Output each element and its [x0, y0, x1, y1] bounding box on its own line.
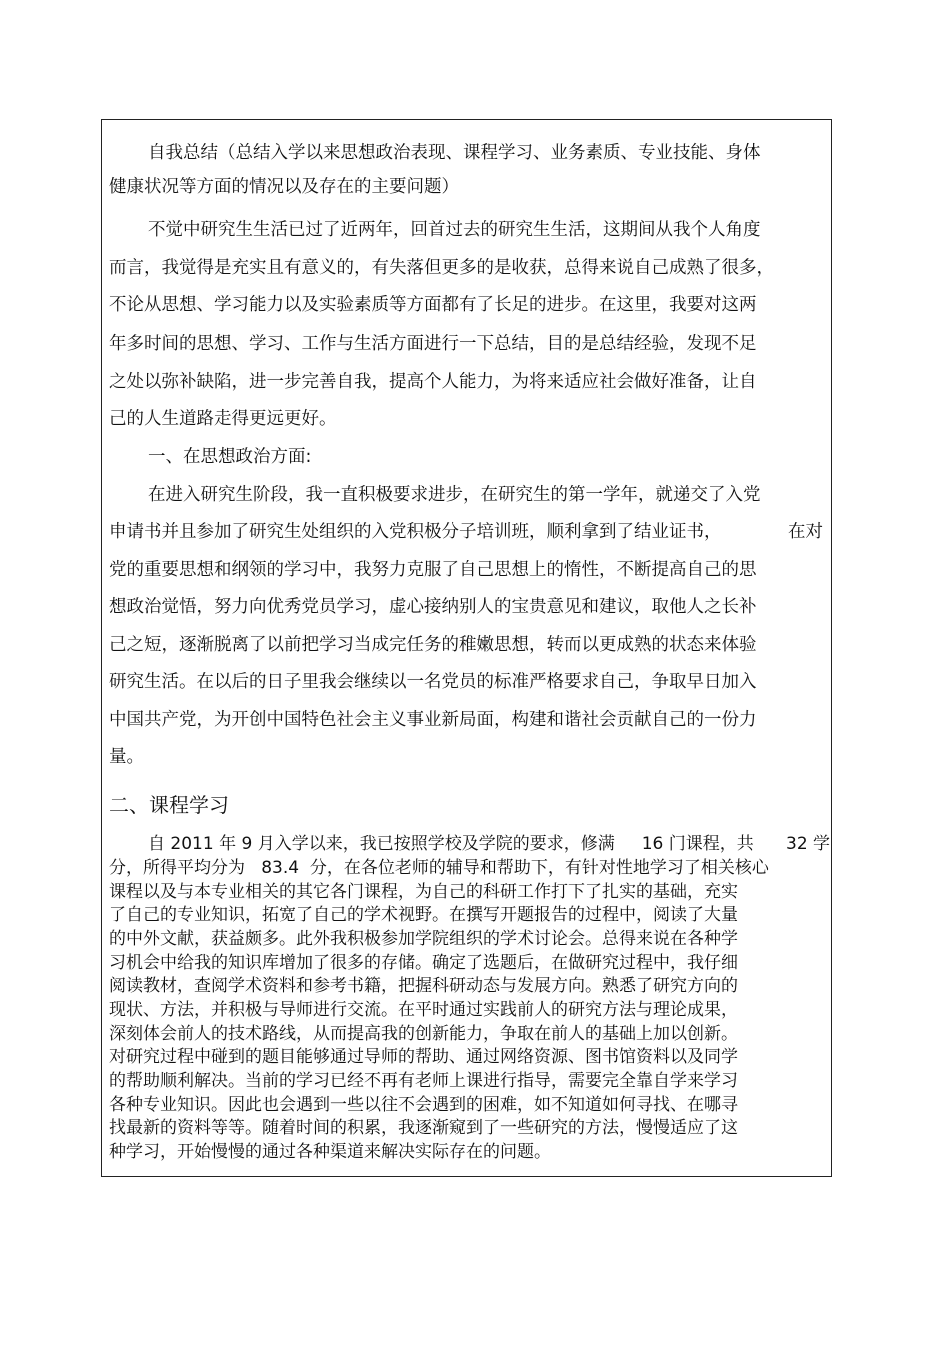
section2-line: 分，所得平均分为 83.4 分，在各位老师的辅导和帮助下，有针对性地学习了相关核心 [109, 858, 769, 878]
intro-line: 己的人生道路走得更远更好。 [109, 409, 337, 429]
section2-line: 的帮助顺利解决。当前的学习已经不再有老师上课进行指导，需要完全靠自学来学习 [109, 1071, 738, 1091]
intro-line: 而言，我觉得是充实且有意义的，有失落但更多的是收获，总得来说自己成熟了很多， [109, 258, 774, 278]
intro-line: 不论从思想、学习能力以及实验素质等方面都有了长足的进步。在这里，我要对这两 [109, 295, 757, 315]
section1-line: 己之短，逐渐脱离了以前把学习当成完任务的稚嫩思想，转而以更成熟的状态来体验 [109, 635, 757, 655]
section2-line: 现状、方法，并积极与导师进行交流。在平时通过实践前人的研究方法与理论成果， [109, 1000, 738, 1020]
section2-heading: 二、课程学习 [109, 793, 229, 817]
intro-line: 年多时间的思想、学习、工作与生活方面进行一下总结，目的是总结经验，发现不足 [109, 334, 757, 354]
section2-line: 对研究过程中碰到的题目能够通过导师的帮助、通过网络资源、图书馆资料以及同学 [109, 1047, 738, 1067]
section2-line: 习机会中给我的知识库增加了很多的存储。确定了选题后，在做研究过程中，我仔细 [109, 953, 738, 973]
section1-line: 量。 [109, 747, 144, 767]
section2-line: 阅读教材，查阅学术资料和参考书籍，把握科研动态与发展方向。熟悉了研究方向的 [109, 976, 738, 996]
section1-line: 研究生活。在以后的日子里我会继续以一名党员的标准严格要求自己，争取早日加入 [109, 672, 757, 692]
section2-line: 了自己的专业知识，拓宽了自己的学术视野。在撰写开题报告的过程中，阅读了大量 [109, 905, 738, 925]
section1-line: 想政治觉悟，努力向优秀党员学习，虚心接纳别人的宝贵意见和建议，取他人之长补 [109, 597, 757, 617]
section2-line: 各种专业知识。因此也会遇到一些以往不会遇到的困难，如不知道如何寻找、在哪寻 [109, 1095, 738, 1115]
section2-line: 课程以及与本专业相关的其它各门课程，为自己的科研工作打下了扎实的基础，充实 [109, 882, 738, 902]
section1-line: 党的重要思想和纲领的学习中，我努力克服了自己思想上的惰性，不断提高自己的思 [109, 560, 757, 580]
section1-line: 中国共产党，为开创中国特色社会主义事业新局面，构建和谐社会贡献自己的一份力 [109, 710, 757, 730]
section2-overflow-text: 32 学 [786, 834, 831, 854]
section1-line: 申请书并且参加了研究生处组织的入党积极分子培训班，顺利拿到了结业证书， [109, 522, 722, 542]
section2-line: 种学习，开始慢慢的通过各种渠道来解决实际存在的问题。 [109, 1142, 551, 1162]
intro-line: 不觉中研究生生活已过了近两年，回首过去的研究生生活，这期间从我个人角度 [148, 220, 761, 240]
intro-line: 之处以弥补缺陷，进一步完善自我，提高个人能力，为将来适应社会做好准备，让自 [109, 372, 757, 392]
section2-line: 深刻体会前人的技术路线，从而提高我的创新能力，争取在前人的基础上加以创新。 [109, 1024, 738, 1044]
header-line-1: 自我总结（总结入学以来思想政治表现、课程学习、业务素质、专业技能、身体 [148, 143, 761, 163]
section2-first-line: 自 2011 年 9 月入学以来，我已按照学校及学院的要求，修满 16 门课程，共 [148, 834, 754, 854]
header-line-2: 健康状况等方面的情况以及存在的主要问题） [109, 177, 459, 197]
section1-heading: 一、在思想政治方面: [148, 447, 312, 467]
section1-line: 在进入研究生阶段，我一直积极要求进步，在研究生的第一学年，就递交了入党 [148, 485, 761, 505]
section1-overflow-text: 在对 [788, 522, 823, 542]
section2-line: 的中外文献，获益颇多。此外我积极参加学院组织的学术讨论会。总得来说在各种学 [109, 929, 738, 949]
section2-line: 找最新的资料等等。随着时间的积累，我逐渐窥到了一些研究的方法，慢慢适应了这 [109, 1118, 738, 1138]
